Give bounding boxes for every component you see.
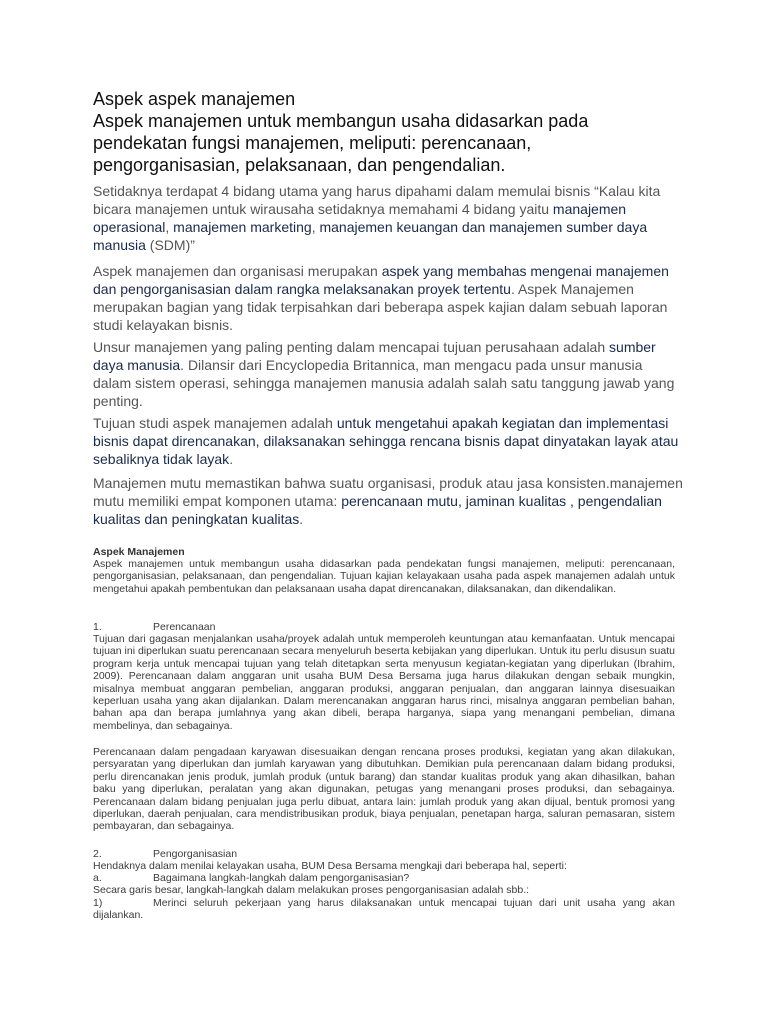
list-number: 1. <box>93 621 102 633</box>
title-line: pendekatan fungsi manajemen, meliputi: perencanaan, <box>93 133 532 153</box>
text-run: . <box>229 451 234 467</box>
highlight-text: untuk mengetahui apakah kegiatan dan implementasi bisnis dapat direncanakan, dilaksanakan sehingga rencana bisnis dapat dinyatakan layak atau sebaliknya tidak layak <box>93 415 679 467</box>
page-title <box>93 88 713 176</box>
title-line: Aspek aspek manajemen <box>93 89 296 109</box>
sub-list-item <box>93 897 675 922</box>
text-run: , <box>311 219 320 235</box>
title-line: Aspek manajemen untuk membangun usaha didasarkan pada <box>93 111 589 131</box>
list-title: Perencanaan <box>153 621 216 633</box>
title-line: pengorganisasian, pelaksanaan, dan pengendalian. <box>93 155 506 175</box>
intro-paragraph <box>93 414 683 468</box>
intro-paragraph <box>93 474 683 528</box>
section-heading <box>93 546 675 558</box>
highlight-text: aspek yang membahas mengenai manajemen dan pengorganisasian dalam rangka melaksanakan proyek tertentu <box>93 263 669 297</box>
text-run: , <box>165 219 174 235</box>
highlight-text: manajemen keuangan dan manajemen sumber daya manusia <box>93 219 648 253</box>
list-title: Merinci seluruh pekerjaan yang harus dilaksanakan untuk mencapai tujuan dari unit usaha yang akan dijalankan. <box>93 897 675 922</box>
text-run: . <box>299 511 304 527</box>
intro-paragraph <box>93 338 683 410</box>
text-run: . Aspek Manajemen merupakan bagian yang tidak terpisahkan dari beberapa aspek kajian dalam sebuah laporan studi kelayakan bisnis. <box>93 281 668 333</box>
text-run: Setidaknya terdapat 4 bidang utama yang harus dipahami dalam memulai bisnis “Kalau kita bicara manajemen untuk wirausaha setidaknya memahami 4 bidang yaitu <box>93 183 661 217</box>
highlight-text: manajemen operasional <box>93 201 627 235</box>
body-paragraph: Secara garis besar, langkah-langkah dalam melakukan proses pengorganisasian adalah sbb.: <box>93 884 530 896</box>
section-intro: Aspek manajemen untuk membangun usaha didasarkan pada pendekatan fungsi manajemen, meliputi: perencanaan, pengorganisasian, pelaksanaan, dan pengendalian. Tujuan kajian kelayakaan usaha pada aspek manajemen adalah untuk mengetahui apakah pembentukan dan pelaksanaan usaha dapat direncanakan, dilaksanakan, dan dikendalikan. <box>93 558 675 595</box>
list-item-heading <box>93 621 675 633</box>
body-paragraph: Perencanaan dalam pengadaan karyawan disesuaikan dengan rencana proses produksi, kegiatan yang akan dilakukan, persyaratan yang diperlukan dan jumlah karyawan yang dibutuhkan. Demikian pula perencanaan dalam bidang produksi, perlu direncanakan jenis produk, jumlah produk (untuk barang) dan standar kualitas produk yang akan dihasilkan, bahan baku yang diperlukan, peralatan yang akan digunakan, petugas yang menangani proses produksi, dan sebagainya. Perencanaan dalam bidang penjualan juga perlu dibuat, antara lain: jumlah produk yang akan dijual, bentuk promosi yang diperlukan, daerah penjualan, cara mendistribusikan produk, biaya penjualan, penetapan harga, saluran pemasaran, sistem pembayaran, dan sebagainya. <box>93 746 675 833</box>
text-run: Aspek manajemen dan organisasi merupakan <box>93 263 382 279</box>
list-title: Pengorganisasian <box>153 848 238 860</box>
list-number: a. <box>93 872 102 884</box>
text-run: Manajemen mutu memastikan bahwa suatu organisasi, produk atau jasa konsisten.manajemen mutu memiliki empat komponen utama: <box>93 475 683 509</box>
list-title: Bagaimana langkah-langkah dalam pengorganisasian? <box>153 872 410 884</box>
body-paragraph: Hendaknya dalam menilai kelayakan usaha, BUM Desa Bersama mengkaji dari beberapa hal, seperti: <box>93 860 567 872</box>
intro-paragraph <box>93 262 683 334</box>
highlight-text: perencanaan mutu, jaminan kualitas , pengendalian kualitas dan peningkatan kualitas <box>93 493 662 527</box>
section-heading-text: Aspek Manajemen <box>93 546 185 558</box>
text-run: Tujuan studi aspek manajemen adalah <box>93 415 337 431</box>
sub-list-item <box>93 872 675 884</box>
highlight-text: sumber daya manusia <box>93 339 656 373</box>
body-paragraph: Tujuan dari gagasan menjalankan usaha/proyek adalah untuk memperoleh keuntungan atau kemanfaatan. Untuk mencapai tujuan ini diperlukan suatu perencanaan secara menyeluruh beserta kebijakan yang diperlukan. Untuk itu perlu disusun suatu program kerja untuk mencapai tujuan yang telah ditetapkan serta menyusun kegiatan-kegiatan yang diperlukan (Ibrahim, 2009). Perencanaan dalam anggaran unit usaha BUM Desa Bersama juga harus dilakukan dengan sebaik mungkin, misalnya membuat anggaran pembelian, anggaran produksi, anggaran penjualan, dan anggaran lainnya disesuaikan keperluan usaha yang akan dijalankan. Dalam merencanakan anggaran harus rinci, misalnya anggaran pembelian bahan, bahan apa dan berapa jumlahnya yang akan dibeli, berapa harganya, siapa yang menangani pembelian, dimana membelinya, dan sebagainya. <box>93 633 675 732</box>
list-number: 1) <box>93 897 103 909</box>
highlight-text: manajemen marketing <box>173 219 312 235</box>
list-number: 2. <box>93 848 102 860</box>
intro-paragraph <box>93 182 683 254</box>
text-run: . Dilansir dari Encyclopedia Britannica, man mengacu pada unsur manusia dalam sistem operasi, sehingga manajemen manusia adalah salah satu tanggung jawab yang penting. <box>93 357 675 409</box>
text-run: Unsur manajemen yang paling penting dalam mencapai tujuan perusahaan adalah <box>93 339 610 355</box>
list-item-heading <box>93 848 675 860</box>
text-run: (SDM)” <box>145 237 195 253</box>
